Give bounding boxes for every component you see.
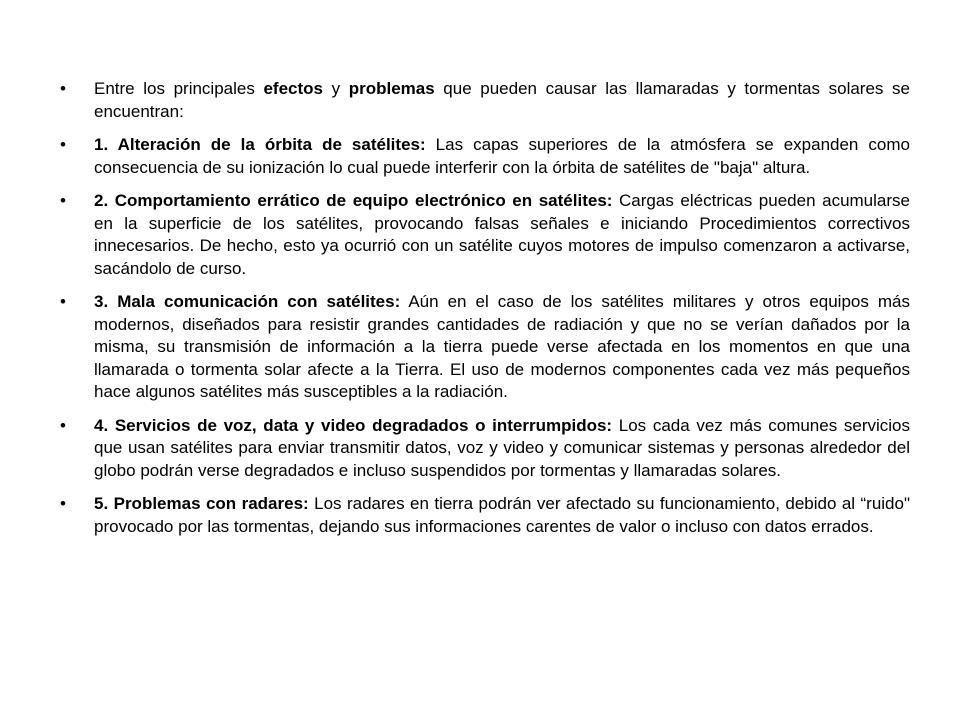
item-1-heading: 1. Alteración de la órbita de satélites:	[94, 135, 426, 154]
bullet-dot: •	[60, 292, 66, 311]
slide-content	[60, 78, 910, 549]
item-4-text: Los cada vez más comunes servicios que usan satélites para enviar transmitir datos, voz y video y comunicar sistemas y personas alrededor del globo podrán verse degradados e incluso suspendidos por tormentas y llamaradas solares.	[94, 415, 911, 480]
bullet-item-2	[60, 190, 910, 280]
intro-bold-problemas: problemas	[348, 79, 435, 98]
bullet-intro	[60, 78, 910, 123]
intro-bold-efectos: efectos	[263, 79, 323, 98]
bullet-item-5	[60, 493, 910, 538]
item-1-text: Las capas superiores de la atmósfera se expanden como consecuencia de su ionización lo cual puede interferir con la órbita de satélites de "baja" altura.	[94, 135, 910, 177]
item-5-heading: 5. Problemas con radares:	[94, 494, 309, 513]
item-3-text: Aún en el caso de los satélites militares y otros equipos más modernos, diseñados para resistir grandes cantidades de radiación y que no se verían dañados por la misma, su transmisión de información a la tierra puede verse afectada en los momentos en que una llamarada o tormenta solar afecte a la Tierra. El uso de modernos componentes cada vez más pequeños hace algunos satélites más susceptibles a la radiación.	[94, 292, 910, 401]
bullet-dot: •	[60, 79, 66, 98]
bullet-dot: •	[60, 135, 66, 154]
item-5-text: Los radares en tierra podrán ver afectado su funcionamiento, debido al “ruido" provocado por las tormentas, dejando sus informaciones carentes de valor o incluso con datos errados.	[94, 494, 910, 536]
bullet-dot: •	[60, 415, 66, 435]
bullet-item-1	[60, 134, 910, 179]
intro-text-3: que pueden causar las llamaradas y tormentas solares se encuentran:	[94, 79, 910, 121]
item-3-heading: 3. Mala comunicación con satélites:	[94, 292, 401, 311]
bullet-item-4	[60, 415, 910, 483]
item-2-text: Cargas eléctricas pueden acumularse en la superficie de los satélites, provocando falsas señales e iniciando Procedimientos correctivos innecesarios. De hecho, esto ya ocurrió con un satélite cuyos motores de impulso comenzaron a activarse, sacándolo de curso.	[94, 191, 910, 278]
item-2-heading: 2. Comportamiento errático de equipo electrónico en satélites:	[94, 191, 613, 210]
item-4-heading: 4. Servicios de voz, data y video degradados o interrumpidos:	[94, 415, 613, 435]
bullet-list	[60, 78, 910, 538]
intro-text-1: Entre los principales	[94, 79, 264, 98]
intro-text-2: y	[322, 79, 349, 98]
bullet-dot: •	[60, 191, 66, 210]
bullet-item-3	[60, 291, 910, 404]
bullet-dot: •	[60, 494, 66, 513]
